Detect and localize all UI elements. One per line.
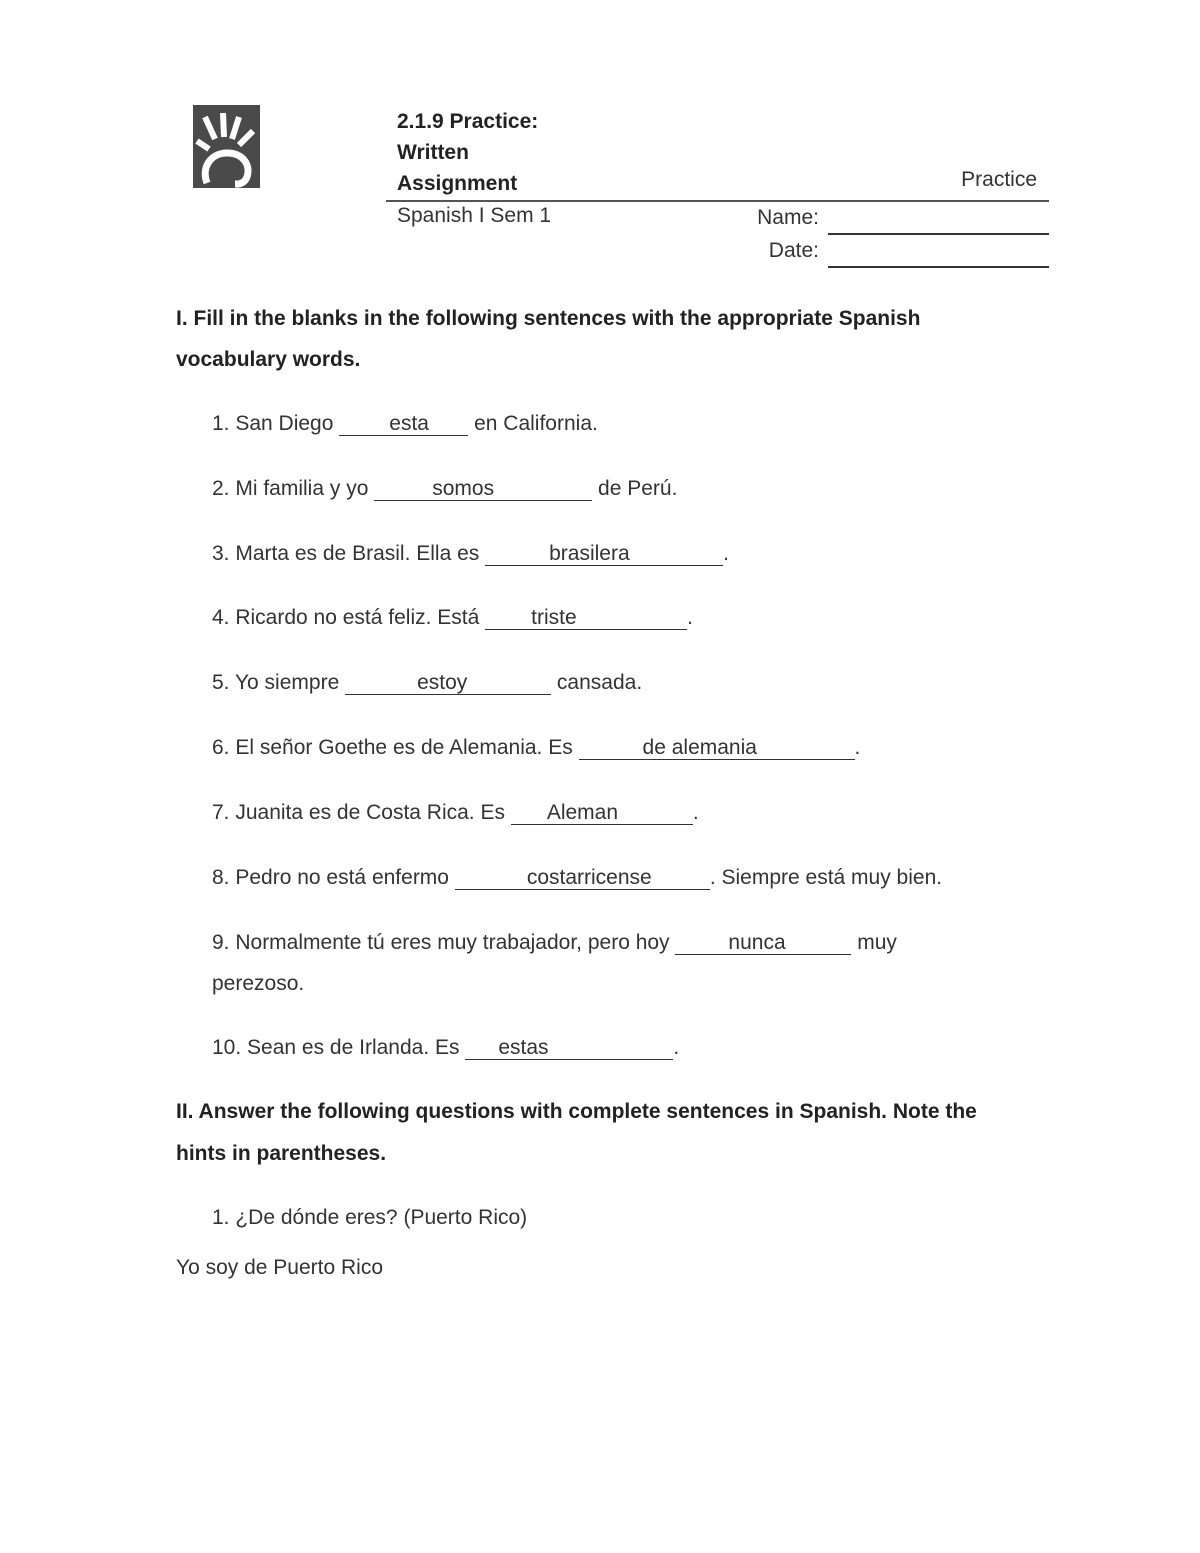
name-label: Name: [757, 206, 819, 229]
date-label: Date: [768, 239, 819, 262]
header-divider [386, 200, 1049, 202]
sentence-text: . [854, 736, 861, 759]
sentence-text: . [723, 542, 729, 565]
name-field[interactable] [828, 233, 1049, 235]
course-label: Spanish I Sem 1 [397, 204, 552, 227]
answer-text: de alemania [642, 736, 757, 759]
answer-blank[interactable] [374, 478, 592, 501]
list-item [212, 929, 897, 957]
answer-blank[interactable] [485, 607, 687, 630]
answer-blank[interactable] [675, 932, 851, 955]
answer-blank[interactable] [511, 802, 693, 825]
sentence-text: 2. Mi familia y yo [212, 477, 375, 500]
list-item [212, 540, 729, 568]
question-item: 1. ¿De dónde eres? (Puerto Rico) [212, 1206, 528, 1229]
list-item [212, 799, 699, 827]
section1-heading-line-1: I. Fill in the blanks in the following sentences with the appropriate Spanish [176, 307, 921, 330]
assignment-title-line-1: 2.1.9 Practice: [397, 110, 539, 133]
answer-text: estoy [417, 671, 468, 694]
sentence-text: . [673, 1036, 680, 1059]
list-item [212, 734, 860, 762]
list-item [212, 1034, 679, 1062]
answer-blank[interactable] [339, 413, 468, 436]
sentence-text: en California. [468, 412, 598, 435]
list-item [212, 669, 642, 697]
answer-blank[interactable] [579, 737, 855, 760]
answer-text: brasilera [549, 542, 630, 565]
answer-text: estas [498, 1036, 549, 1059]
sentence-text: de Perú. [592, 477, 678, 500]
answer-blank[interactable] [485, 543, 723, 566]
list-item [212, 410, 598, 438]
sentence-text: 8. Pedro no está enfermo [212, 866, 455, 889]
sentence-text: 1. San Diego [212, 412, 340, 435]
answer-text: Aleman [546, 801, 619, 824]
answer-response: Yo soy de Puerto Rico [176, 1256, 384, 1279]
answer-blank[interactable] [345, 672, 551, 695]
list-item [212, 475, 677, 503]
sentence-text: . Siempre está muy bien. [709, 866, 943, 889]
sentence-text: 9. Normalmente tú eres muy trabajador, pero hoy [212, 931, 676, 954]
answer-text: costarricense [526, 866, 652, 889]
sentence-text: 6. El señor Goethe es de Alemania. Es [212, 736, 579, 759]
assignment-type: Practice [961, 168, 1037, 191]
sentence-text: . [692, 801, 699, 824]
sentence-text: 5. Yo siempre [212, 671, 346, 694]
answer-blank[interactable] [455, 867, 710, 890]
section2-heading-line-1: II. Answer the following questions with complete sentences in Spanish. Note the [176, 1100, 977, 1123]
assignment-title-line-3: Assignment [397, 172, 518, 195]
answer-blank[interactable] [465, 1037, 673, 1060]
answer-text: somos [432, 477, 495, 500]
list-item [212, 604, 693, 632]
sentence-text: . [687, 606, 693, 629]
answer-text: nunca [728, 931, 786, 954]
assignment-title-line-2: Written [397, 141, 469, 164]
sentence-text: 3. Marta es de Brasil. Ella es [212, 542, 486, 565]
answer-text: esta [389, 412, 429, 435]
answer-text: triste [531, 606, 577, 629]
sentence-text: cansada. [551, 671, 643, 694]
sentence-text: 4. Ricardo no está feliz. Está [212, 606, 486, 629]
logo [193, 105, 260, 188]
sentence-text: muy [851, 931, 897, 954]
date-field[interactable] [828, 266, 1049, 268]
section1-heading-line-2: vocabulary words. [176, 348, 361, 371]
sentence-text: 10. Sean es de Irlanda. Es [212, 1036, 466, 1059]
sentence-continuation: perezoso. [212, 972, 305, 995]
section2-heading-line-2: hints in parentheses. [176, 1142, 387, 1165]
sentence-text: 7. Juanita es de Costa Rica. Es [212, 801, 511, 824]
list-item [212, 864, 942, 892]
